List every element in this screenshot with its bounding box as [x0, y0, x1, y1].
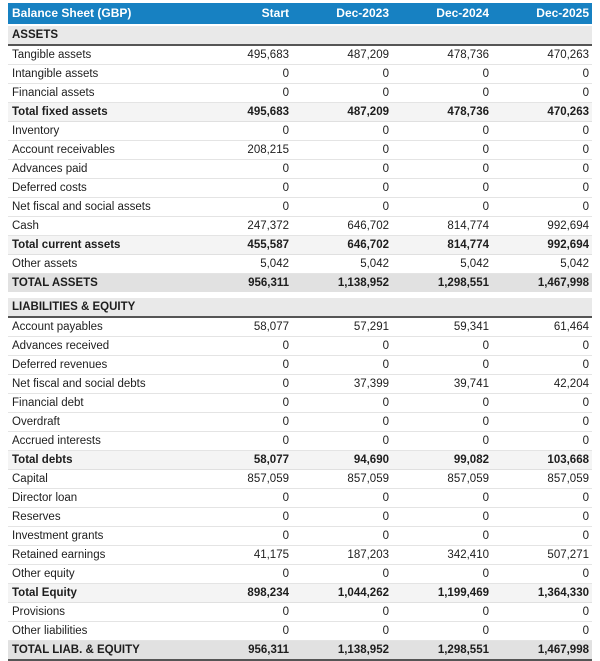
cell-value: 478,736 — [392, 103, 492, 122]
cell-value: 1,199,469 — [392, 584, 492, 603]
cell-value: 187,203 — [292, 546, 392, 565]
cell-value: 57,291 — [292, 317, 392, 337]
subtotal-row — [8, 451, 592, 470]
table-row — [8, 413, 592, 432]
table-row — [8, 375, 592, 394]
cell-value: 39,741 — [392, 375, 492, 394]
cell-value: 495,683 — [192, 103, 292, 122]
cell-value: 59,341 — [392, 317, 492, 337]
table-row — [8, 603, 592, 622]
table-row — [8, 470, 592, 489]
cell-value: 0 — [292, 622, 392, 641]
table-row — [8, 508, 592, 527]
cell-value: 42,204 — [492, 375, 592, 394]
section-row — [8, 295, 592, 317]
cell-value: 0 — [192, 160, 292, 179]
table-row — [8, 141, 592, 160]
cell-value: 5,042 — [492, 255, 592, 274]
cell-value: 0 — [392, 179, 492, 198]
cell-value: 0 — [292, 413, 392, 432]
cell-value: 814,774 — [392, 217, 492, 236]
row-label: Net fiscal and social debts — [8, 375, 192, 394]
balance-sheet-table — [8, 3, 592, 661]
cell-value: 0 — [192, 122, 292, 141]
table-row — [8, 565, 592, 584]
cell-value: 99,082 — [392, 451, 492, 470]
table-row — [8, 122, 592, 141]
cell-value: 487,209 — [292, 45, 392, 65]
cell-value: 495,683 — [192, 45, 292, 65]
cell-value: 0 — [192, 508, 292, 527]
cell-value: 247,372 — [192, 217, 292, 236]
cell-value: 0 — [392, 65, 492, 84]
table-body — [8, 25, 592, 660]
row-label: Advances received — [8, 337, 192, 356]
cell-value: 0 — [192, 375, 292, 394]
subtotal-row — [8, 584, 592, 603]
subtotal-row — [8, 236, 592, 255]
row-label: Deferred costs — [8, 179, 192, 198]
row-label: Provisions — [8, 603, 192, 622]
cell-value: 0 — [392, 508, 492, 527]
cell-value: 0 — [292, 122, 392, 141]
cell-value: 0 — [292, 198, 392, 217]
header-period-cell: Dec-2025 — [492, 3, 592, 25]
total-row — [8, 641, 592, 661]
table-row — [8, 546, 592, 565]
cell-value: 0 — [192, 413, 292, 432]
row-label: Investment grants — [8, 527, 192, 546]
row-label: Intangible assets — [8, 65, 192, 84]
cell-value: 0 — [392, 622, 492, 641]
row-label: Other equity — [8, 565, 192, 584]
cell-value: 956,311 — [192, 274, 292, 296]
cell-value: 0 — [492, 508, 592, 527]
cell-value: 5,042 — [392, 255, 492, 274]
cell-value: 0 — [492, 622, 592, 641]
cell-value: 992,694 — [492, 217, 592, 236]
table-row — [8, 317, 592, 337]
cell-value: 956,311 — [192, 641, 292, 661]
cell-value: 0 — [492, 337, 592, 356]
cell-value: 1,138,952 — [292, 274, 392, 296]
row-label: Director loan — [8, 489, 192, 508]
cell-value: 1,044,262 — [292, 584, 392, 603]
row-label: Financial debt — [8, 394, 192, 413]
cell-value: 0 — [492, 179, 592, 198]
cell-value: 342,410 — [392, 546, 492, 565]
row-label: Other assets — [8, 255, 192, 274]
subtotal-row — [8, 103, 592, 122]
cell-value: 0 — [192, 198, 292, 217]
cell-value: 1,467,998 — [492, 274, 592, 296]
cell-value: 0 — [192, 337, 292, 356]
cell-value: 0 — [192, 65, 292, 84]
cell-value: 0 — [392, 394, 492, 413]
cell-value: 0 — [192, 622, 292, 641]
table-row — [8, 432, 592, 451]
row-label: Net fiscal and social assets — [8, 198, 192, 217]
cell-value: 0 — [392, 432, 492, 451]
cell-value: 0 — [492, 65, 592, 84]
cell-value: 814,774 — [392, 236, 492, 255]
table-row — [8, 84, 592, 103]
row-label: Cash — [8, 217, 192, 236]
cell-value: 1,364,330 — [492, 584, 592, 603]
table-row — [8, 198, 592, 217]
row-label: Deferred revenues — [8, 356, 192, 375]
table-row — [8, 356, 592, 375]
cell-value: 487,209 — [292, 103, 392, 122]
table-row — [8, 337, 592, 356]
row-label: Total current assets — [8, 236, 192, 255]
cell-value: 5,042 — [192, 255, 292, 274]
cell-value: 1,467,998 — [492, 641, 592, 661]
cell-value: 0 — [192, 565, 292, 584]
cell-value: 0 — [392, 84, 492, 103]
cell-value: 58,077 — [192, 451, 292, 470]
cell-value: 0 — [292, 565, 392, 584]
cell-value: 0 — [292, 65, 392, 84]
row-label: Inventory — [8, 122, 192, 141]
cell-value: 0 — [492, 527, 592, 546]
cell-value: 0 — [192, 432, 292, 451]
cell-value: 0 — [292, 527, 392, 546]
section-label: LIABILITIES & EQUITY — [8, 295, 592, 317]
cell-value: 0 — [392, 603, 492, 622]
row-label: TOTAL ASSETS — [8, 274, 192, 296]
cell-value: 0 — [392, 122, 492, 141]
cell-value: 0 — [292, 508, 392, 527]
cell-value: 0 — [392, 565, 492, 584]
cell-value: 0 — [492, 356, 592, 375]
row-label: Total fixed assets — [8, 103, 192, 122]
cell-value: 0 — [492, 84, 592, 103]
cell-value: 0 — [192, 394, 292, 413]
row-label: Financial assets — [8, 84, 192, 103]
cell-value: 0 — [192, 84, 292, 103]
row-label: Total debts — [8, 451, 192, 470]
cell-value: 0 — [492, 141, 592, 160]
cell-value: 992,694 — [492, 236, 592, 255]
cell-value: 0 — [392, 141, 492, 160]
cell-value: 455,587 — [192, 236, 292, 255]
cell-value: 0 — [192, 489, 292, 508]
cell-value: 0 — [392, 527, 492, 546]
cell-value: 0 — [192, 356, 292, 375]
cell-value: 857,059 — [392, 470, 492, 489]
cell-value: 0 — [292, 489, 392, 508]
cell-value: 1,298,551 — [392, 641, 492, 661]
cell-value: 103,668 — [492, 451, 592, 470]
section-label: ASSETS — [8, 25, 592, 45]
table-row — [8, 527, 592, 546]
total-row — [8, 274, 592, 296]
row-label: Capital — [8, 470, 192, 489]
section-row — [8, 25, 592, 45]
header-period-cell: Start — [192, 3, 292, 25]
row-label: Reserves — [8, 508, 192, 527]
table-row — [8, 45, 592, 65]
cell-value: 646,702 — [292, 236, 392, 255]
cell-value: 0 — [292, 179, 392, 198]
header-title-cell: Balance Sheet (GBP) — [8, 3, 192, 25]
cell-value: 0 — [392, 489, 492, 508]
header-period-cell: Dec-2023 — [292, 3, 392, 25]
cell-value: 898,234 — [192, 584, 292, 603]
table-row — [8, 179, 592, 198]
table-header — [8, 3, 592, 25]
cell-value: 0 — [492, 122, 592, 141]
cell-value: 507,271 — [492, 546, 592, 565]
cell-value: 0 — [292, 603, 392, 622]
cell-value: 1,138,952 — [292, 641, 392, 661]
cell-value: 0 — [492, 432, 592, 451]
cell-value: 857,059 — [492, 470, 592, 489]
cell-value: 58,077 — [192, 317, 292, 337]
cell-value: 0 — [492, 489, 592, 508]
cell-value: 0 — [392, 356, 492, 375]
row-label: Retained earnings — [8, 546, 192, 565]
row-label: Accrued interests — [8, 432, 192, 451]
cell-value: 0 — [392, 337, 492, 356]
cell-value: 0 — [492, 413, 592, 432]
table-row — [8, 217, 592, 236]
cell-value: 0 — [192, 527, 292, 546]
cell-value: 0 — [492, 198, 592, 217]
cell-value: 0 — [392, 198, 492, 217]
row-label: TOTAL LIAB. & EQUITY — [8, 641, 192, 661]
header-row — [8, 3, 592, 25]
row-label: Advances paid — [8, 160, 192, 179]
cell-value: 478,736 — [392, 45, 492, 65]
cell-value: 0 — [492, 603, 592, 622]
cell-value: 208,215 — [192, 141, 292, 160]
cell-value: 646,702 — [292, 217, 392, 236]
cell-value: 37,399 — [292, 375, 392, 394]
cell-value: 0 — [492, 160, 592, 179]
cell-value: 41,175 — [192, 546, 292, 565]
cell-value: 0 — [192, 179, 292, 198]
table-row — [8, 394, 592, 413]
cell-value: 0 — [292, 160, 392, 179]
table-row — [8, 160, 592, 179]
cell-value: 0 — [292, 356, 392, 375]
cell-value: 0 — [292, 337, 392, 356]
table-row — [8, 489, 592, 508]
cell-value: 94,690 — [292, 451, 392, 470]
row-label: Total Equity — [8, 584, 192, 603]
cell-value: 0 — [292, 84, 392, 103]
cell-value: 0 — [492, 565, 592, 584]
cell-value: 0 — [492, 394, 592, 413]
cell-value: 0 — [392, 413, 492, 432]
cell-value: 470,263 — [492, 103, 592, 122]
row-label: Tangible assets — [8, 45, 192, 65]
cell-value: 857,059 — [292, 470, 392, 489]
row-label: Account receivables — [8, 141, 192, 160]
cell-value: 0 — [392, 160, 492, 179]
header-period-cell: Dec-2024 — [392, 3, 492, 25]
cell-value: 0 — [292, 394, 392, 413]
cell-value: 1,298,551 — [392, 274, 492, 296]
cell-value: 5,042 — [292, 255, 392, 274]
cell-value: 470,263 — [492, 45, 592, 65]
table-row — [8, 65, 592, 84]
row-label: Account payables — [8, 317, 192, 337]
cell-value: 857,059 — [192, 470, 292, 489]
table-row — [8, 255, 592, 274]
cell-value: 0 — [192, 603, 292, 622]
row-label: Overdraft — [8, 413, 192, 432]
cell-value: 0 — [292, 141, 392, 160]
row-label: Other liabilities — [8, 622, 192, 641]
cell-value: 61,464 — [492, 317, 592, 337]
cell-value: 0 — [292, 432, 392, 451]
